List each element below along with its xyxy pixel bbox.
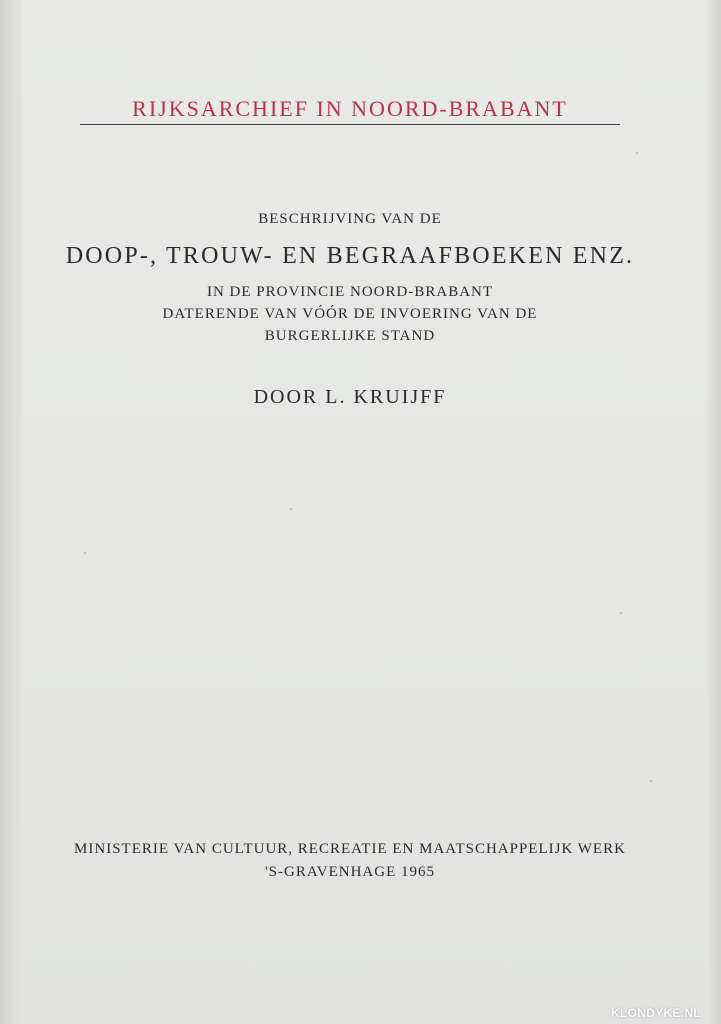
subtitle-line: IN DE PROVINCIE NOORD-BRABANT bbox=[206, 284, 494, 300]
title-divider bbox=[80, 124, 620, 125]
paper-speck bbox=[290, 508, 292, 510]
place-year-line: 'S-GRAVENHAGE 1965 bbox=[264, 864, 435, 880]
paper-speck bbox=[620, 612, 622, 614]
main-title: DOOP-, TROUW- EN BEGRAAFBOEKEN ENZ. bbox=[65, 243, 635, 269]
paper-speck bbox=[84, 552, 86, 554]
page-edge-right bbox=[707, 0, 721, 1024]
paper-speck bbox=[650, 780, 652, 782]
watermark-text: KLONDYKE.NL bbox=[611, 1006, 701, 1020]
subtitle-line: BURGERLIJKE STAND bbox=[264, 328, 436, 344]
paper-speck bbox=[636, 152, 638, 154]
author-line: DOOR L. KRUIJFF bbox=[253, 386, 447, 408]
archive-title: RIJKSARCHIEF IN NOORD-BRABANT bbox=[132, 96, 568, 121]
subtitle-line: DATERENDE VAN VÓÓR DE INVOERING VAN DE bbox=[162, 306, 538, 322]
page-edge-left bbox=[0, 0, 22, 1024]
publisher-line: MINISTERIE VAN CULTUUR, RECREATIE EN MAATSCHAPPELIJK WERK bbox=[74, 841, 626, 857]
pre-title: BESCHRIJVING VAN DE bbox=[258, 211, 442, 227]
